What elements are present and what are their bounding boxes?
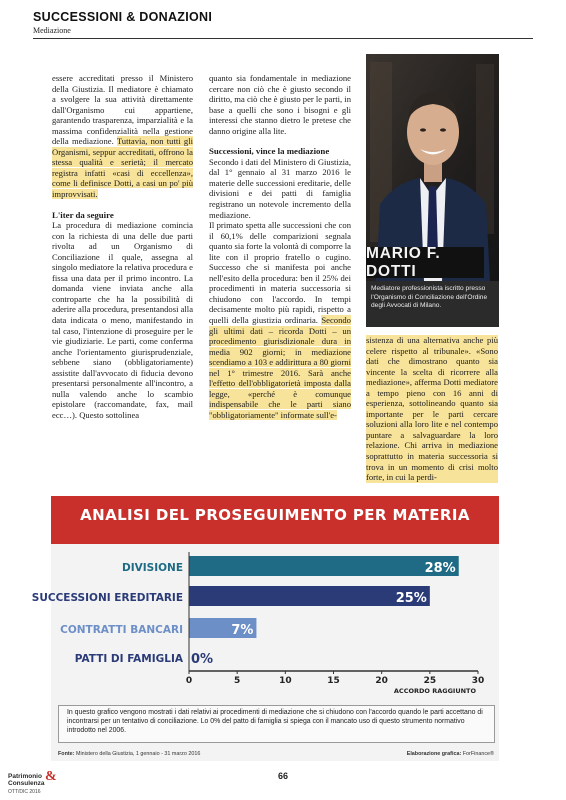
chart-header bbox=[51, 496, 499, 544]
x-tick-label: 10 bbox=[279, 676, 292, 686]
data-label: 28% bbox=[424, 561, 456, 576]
profile-caption: Mediatore professionista iscritto presso l'Organismo di Conciliazione dell'Ordine degli Avvocati di Milano. bbox=[366, 281, 499, 327]
article-column-3 bbox=[366, 335, 498, 483]
article-column-2 bbox=[209, 73, 351, 421]
x-tick-label: 30 bbox=[471, 676, 485, 686]
paragraph: quanto sia fondamentale in mediazione cercare non ciò che è giusto secondo il diritto, ma ciò che è giusto per le parti, in base a quelli che sono i bisogni e gli interessi che stanno dietro le pretese che danno origine alla lite. bbox=[209, 73, 351, 136]
paragraph: La procedura di mediazione comincia con la richiesta di una delle due parti rivolta ad un Organismo di Conciliazione il quale, assegna al singolo mediatore la relativa procedura e fissa una data per il primo incontro. La domanda viene inviata anche alla controparte che ha la possibilità di aderire alla procedura, presentandosi alla data indicata o meno, manifestando in tal caso, l'intenzione di proseguire per le vie giudiziarie. Le parti, come conferma anche l'orientamento giurisprudenziale, sebbene siano (obbligatoriamente) assistite dall'avvocato di fiducia devono presentarsi personalmente all'incontro, a nulla valendo anche lo scambio epistolare (raccomandate, fax, mail ecc…). Questo sottolinea bbox=[52, 220, 194, 420]
x-tick-label: 20 bbox=[375, 676, 388, 686]
highlighted-text: Tuttavia, non tutti gli Organismi, seppur accreditati, offrono la stessa qualità e serietà; il mercato registra infatti «casi di eccellenza», come li definisce Dotti, a casi un po' più improvvisati. bbox=[52, 136, 193, 200]
chart-title: ANALISI DEL PROSEGUIMENTO PER MATERIA bbox=[80, 506, 470, 524]
brand-line-1: Patrimonio bbox=[8, 773, 42, 780]
paragraph: Secondo i dati del Ministero di Giustizia, dal 1° gennaio al 31 marzo 2016 le materie delle successioni ereditarie, delle divisioni e dei patti di famiglia registrano un notevole incremento della mediazione. bbox=[209, 156, 351, 220]
x-tick-label: 25 bbox=[423, 676, 437, 686]
article-column-1 bbox=[52, 73, 193, 421]
credit-text: ForFinance® bbox=[462, 751, 494, 757]
bar bbox=[189, 586, 430, 606]
source-line bbox=[58, 751, 200, 757]
header-divider bbox=[33, 38, 533, 39]
profile-name: MARIO F. DOTTI bbox=[366, 247, 484, 278]
highlighted-text: Secondo gli ultimi dati – ricorda Dotti – un procedimento giurisdizionale dura in media 902 giorni; in mediazione scendiamo a 103 e addirittura a 80 giorni nel 1° trimestre 2016. Sarà anche l'effetto dell'obbligatorietà imposta dalla legge, «perché è comunque indispensabile che le parti siano "obbligatoriamente" informate sull'e- bbox=[209, 315, 351, 420]
section-title: SUCCESSIONI & DONAZIONI bbox=[33, 10, 213, 24]
bar bbox=[189, 556, 459, 576]
x-tick-label: 5 bbox=[234, 676, 241, 686]
paragraph bbox=[209, 220, 351, 420]
subheading: Successioni, vince la mediazione bbox=[209, 146, 330, 157]
credit-label: Elaborazione grafica: bbox=[406, 751, 462, 757]
credit-line bbox=[407, 751, 494, 757]
bar-chart bbox=[31, 544, 499, 700]
category-label: DIVISIONE bbox=[121, 562, 183, 574]
highlighted-text: sistenza di una alternativa anche più celere rispetto al tribunale». «Sono dati che dimostrano quanto sia vincente la scelta di ricorrere alla mediazione», afferma Dotti mediatore a tempo pieno con 16 anni di esperienza, sottolineando quanto sia importante per le parti cercare soluzioni alla loro lite e nel contempo puntare a salvaguardare la loro relazione. Chi arriva in mediazione soprattutto in materia successoria si trova in un momento di crisi molto forte, in cui la perdi- bbox=[366, 335, 498, 483]
data-label: 0% bbox=[191, 652, 214, 667]
source-text: Ministero della Giustizia, 1 gennaio - 31 marzo 2016 bbox=[75, 751, 201, 757]
category-label: PATTI DI FAMIGLIA bbox=[74, 653, 183, 665]
subheading: L'iter da seguire bbox=[52, 209, 114, 220]
x-tick-label: 0 bbox=[185, 676, 193, 686]
source-label: Fonte: bbox=[58, 751, 75, 757]
page-number: 66 bbox=[277, 771, 288, 781]
category-label: CONTRATTI BANCARI bbox=[60, 624, 183, 636]
brand-line-2: Consulenza bbox=[8, 780, 45, 787]
paragraph bbox=[52, 73, 193, 200]
data-label: 7% bbox=[231, 623, 254, 638]
text-run: essere accreditati presso il Ministero della Giustizia. Il mediatore è chiamato a svolgere la sua attività direttamente dall'Organismo cui appartiene, garantendo trasparenza, imparzialità e la massima confidenzialità nella gestione della mediazione. bbox=[52, 73, 193, 147]
x-tick-label: 15 bbox=[327, 676, 340, 686]
issue-date: OTT/DIC 2016 bbox=[8, 789, 41, 795]
data-label: 25% bbox=[395, 591, 427, 606]
brand-ampersand: & bbox=[45, 769, 57, 784]
subsection-label: Mediazione bbox=[33, 26, 71, 35]
chart-note: In questo grafico vengono mostrati i dati relativi ai procedimenti di mediazione che si chiudono con l'accordo quando le parti accettano di incontrarsi per un tentativo di conciliazione. Lo 0% del patto di famiglia si spiega con il mancato uso di questo strumento normativo introdotto nel 2006. bbox=[58, 705, 495, 743]
category-label: SUCCESSIONI EREDITARIE bbox=[31, 592, 183, 604]
x-axis-label: ACCORDO RAGGIUNTO bbox=[393, 687, 476, 695]
text-run: Il primato spetta alle successioni che con il 60,1% delle comparizioni segnala quanto sia forte la volontà di comporre la lite con il proprio fratello o cugino. Successo che si manifesta poi anche nell'esito della procedura: ben il 25% dei procedimenti in materia successoria si chiudono con l'accordo. In tempi decisamente molto più rapidi, rispetto a quelli della giustizia ordinaria. bbox=[209, 220, 351, 326]
